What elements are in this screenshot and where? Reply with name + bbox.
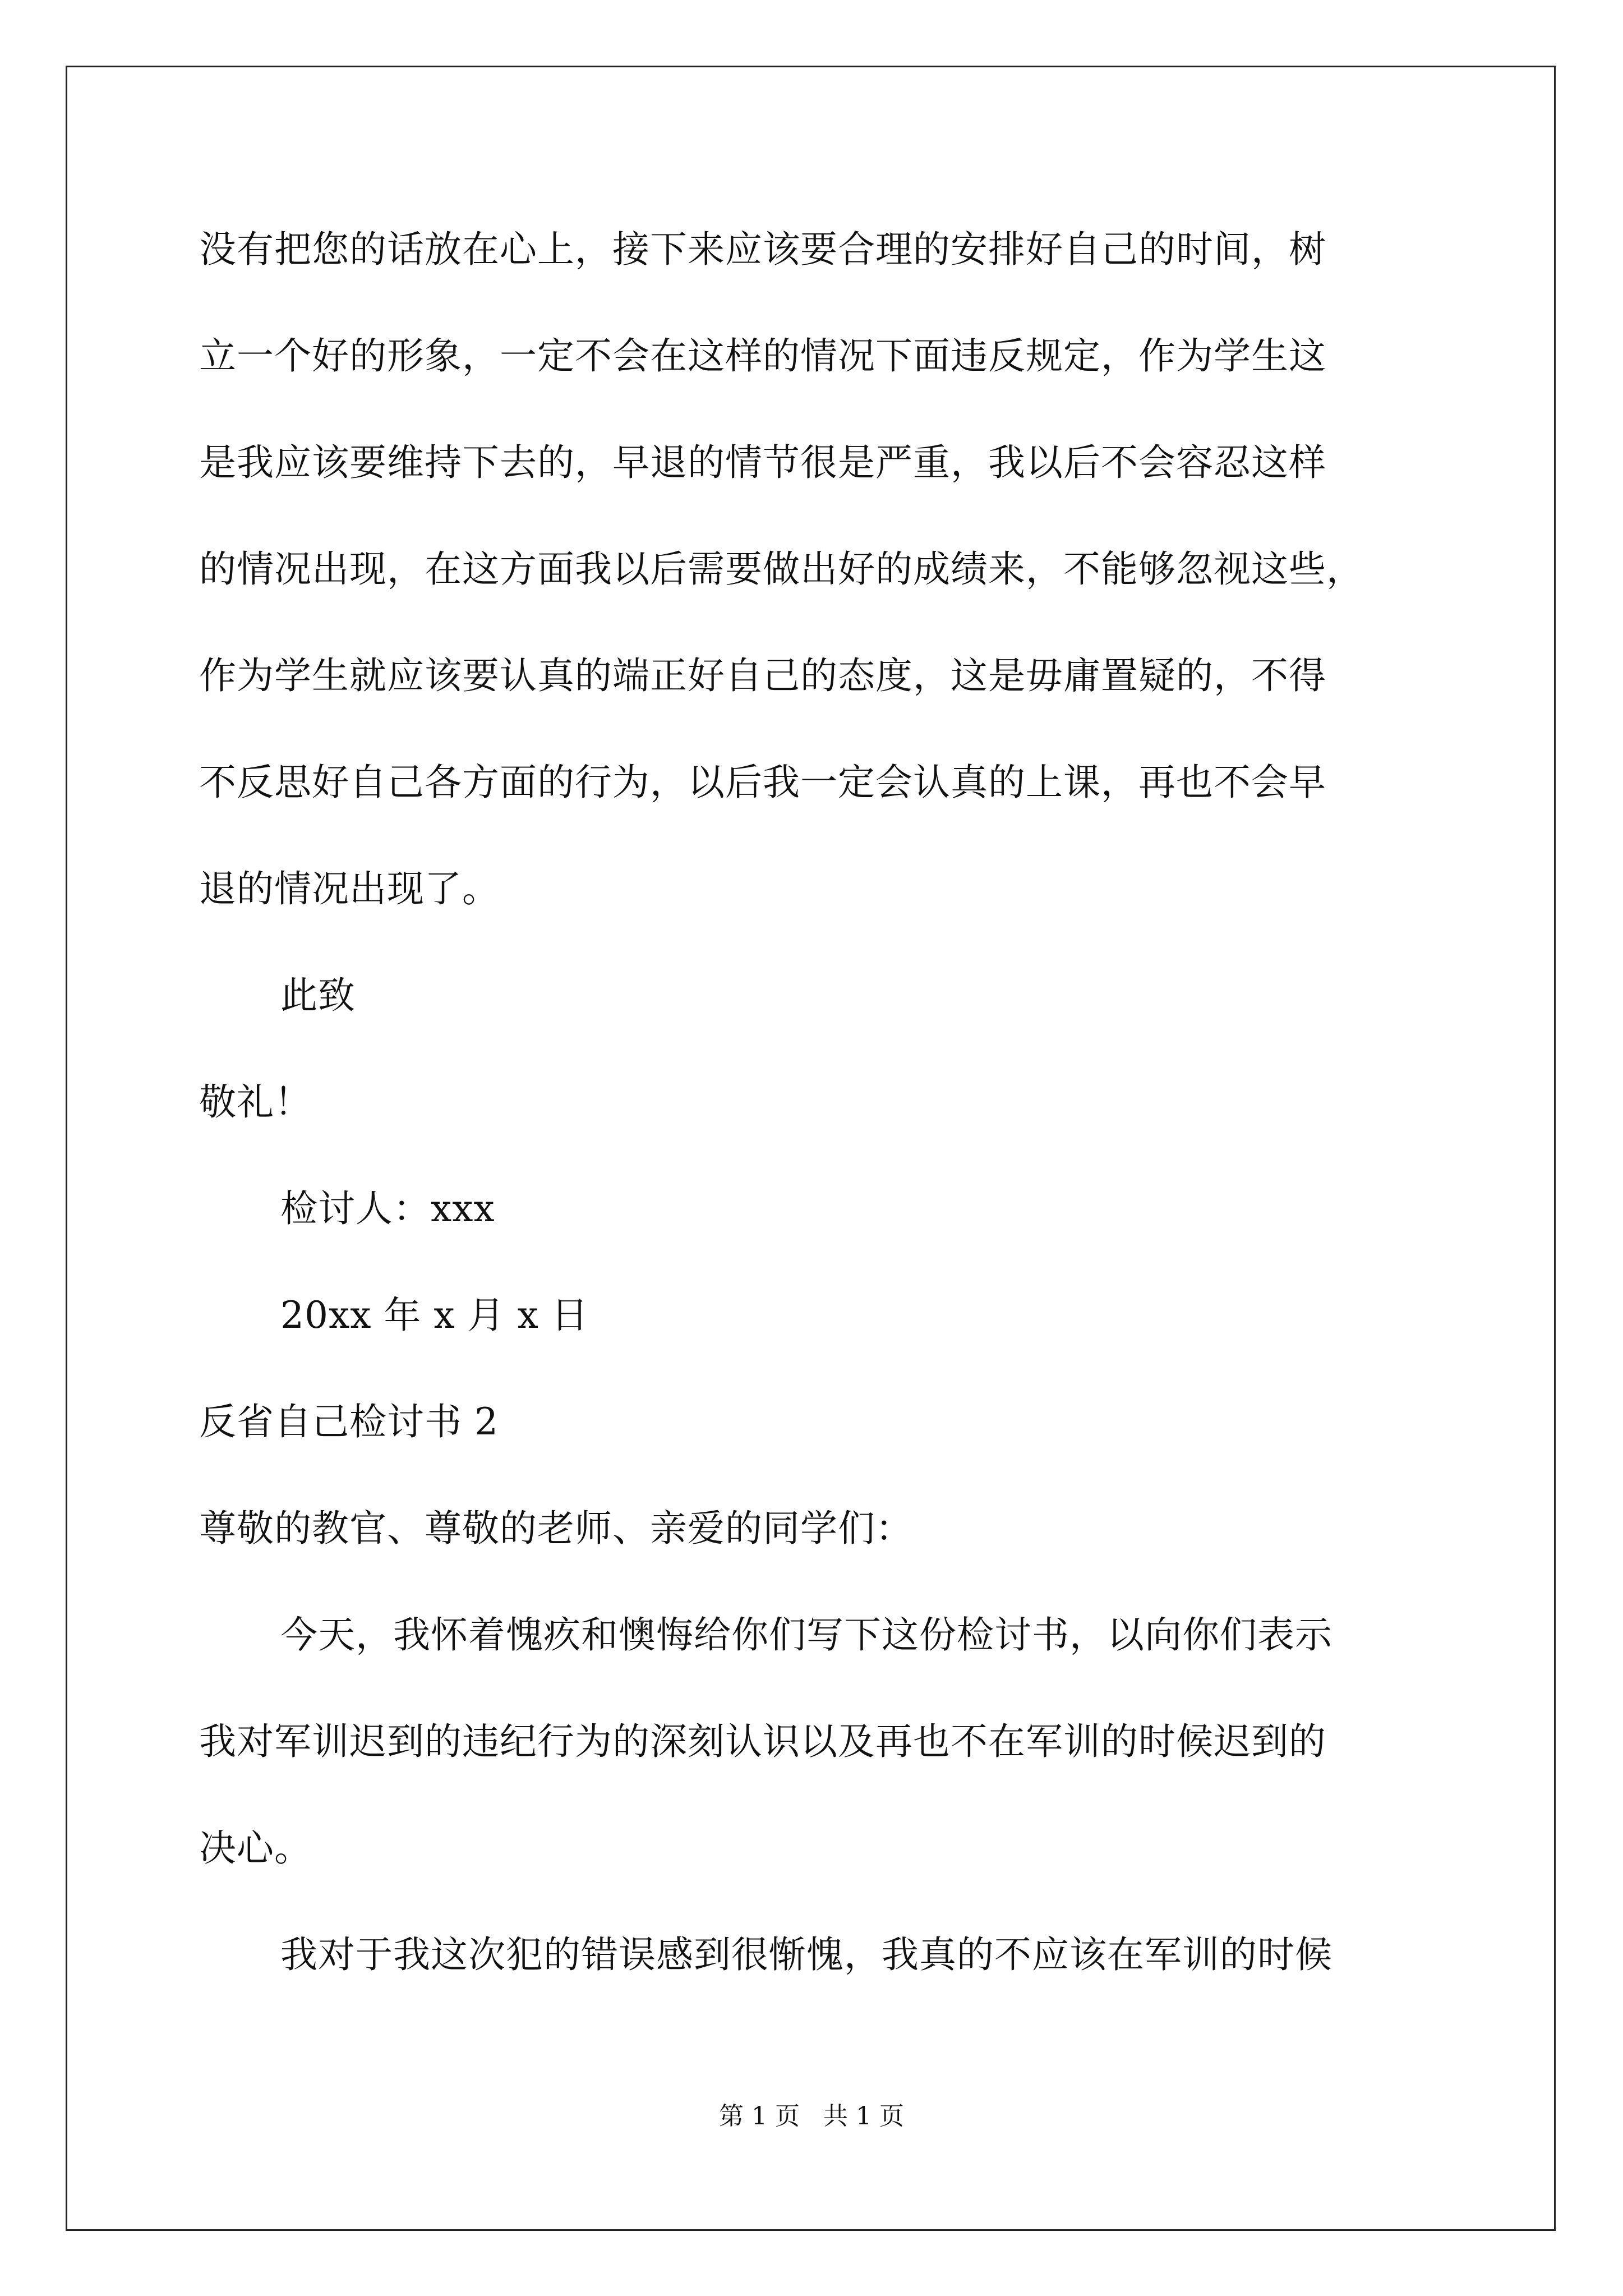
text-line: 作为学生就应该要认真的端正好自己的态度，这是毋庸置疑的，不得 [199, 654, 1326, 697]
text-line: 是我应该要维持下去的，早退的情节很是严重，我以后不会容忍这样 [199, 441, 1326, 484]
text-line: 没有把您的话放在心上，接下来应该要合理的安排好自己的时间，树 [199, 228, 1326, 271]
text-line: 的情况出现，在这方面我以后需要做出好的成绩来，不能够忽视这些， [199, 547, 1364, 591]
text-line: 退的情况出现了。 [199, 867, 500, 910]
text-line: 立一个好的形象，一定不会在这样的情况下面违反规定，作为学生这 [199, 334, 1326, 378]
text-line: 不反思好自己各方面的行为，以后我一定会认真的上课，再也不会早 [199, 761, 1326, 804]
greeting: 尊敬的教官、尊敬的老师、亲爱的同学们： [199, 1507, 913, 1550]
page-footer: 第 1 页 共 1 页 [719, 2102, 904, 2131]
closing-regards: 敬礼！ [199, 1080, 312, 1124]
text-line: 决心。 [199, 1826, 312, 1870]
text-line: 今天，我怀着愧疚和懊悔给你们写下这份检讨书，以向你们表示 [280, 1613, 1332, 1657]
text-line: 我对军训迟到的违纪行为的深刻认识以及再也不在军训的时候迟到的 [199, 1720, 1326, 1763]
date-line: 20xx 年 x 月 x 日 [280, 1294, 589, 1337]
closing-salutation: 此致 [280, 974, 356, 1017]
author-signature: 检讨人：xxx [280, 1187, 495, 1230]
page-border [66, 66, 1556, 2231]
text-line: 我对于我这次犯的错误感到很惭愧，我真的不应该在军训的时候 [280, 1933, 1332, 1976]
section-title: 反省自己检讨书 2 [199, 1400, 499, 1443]
